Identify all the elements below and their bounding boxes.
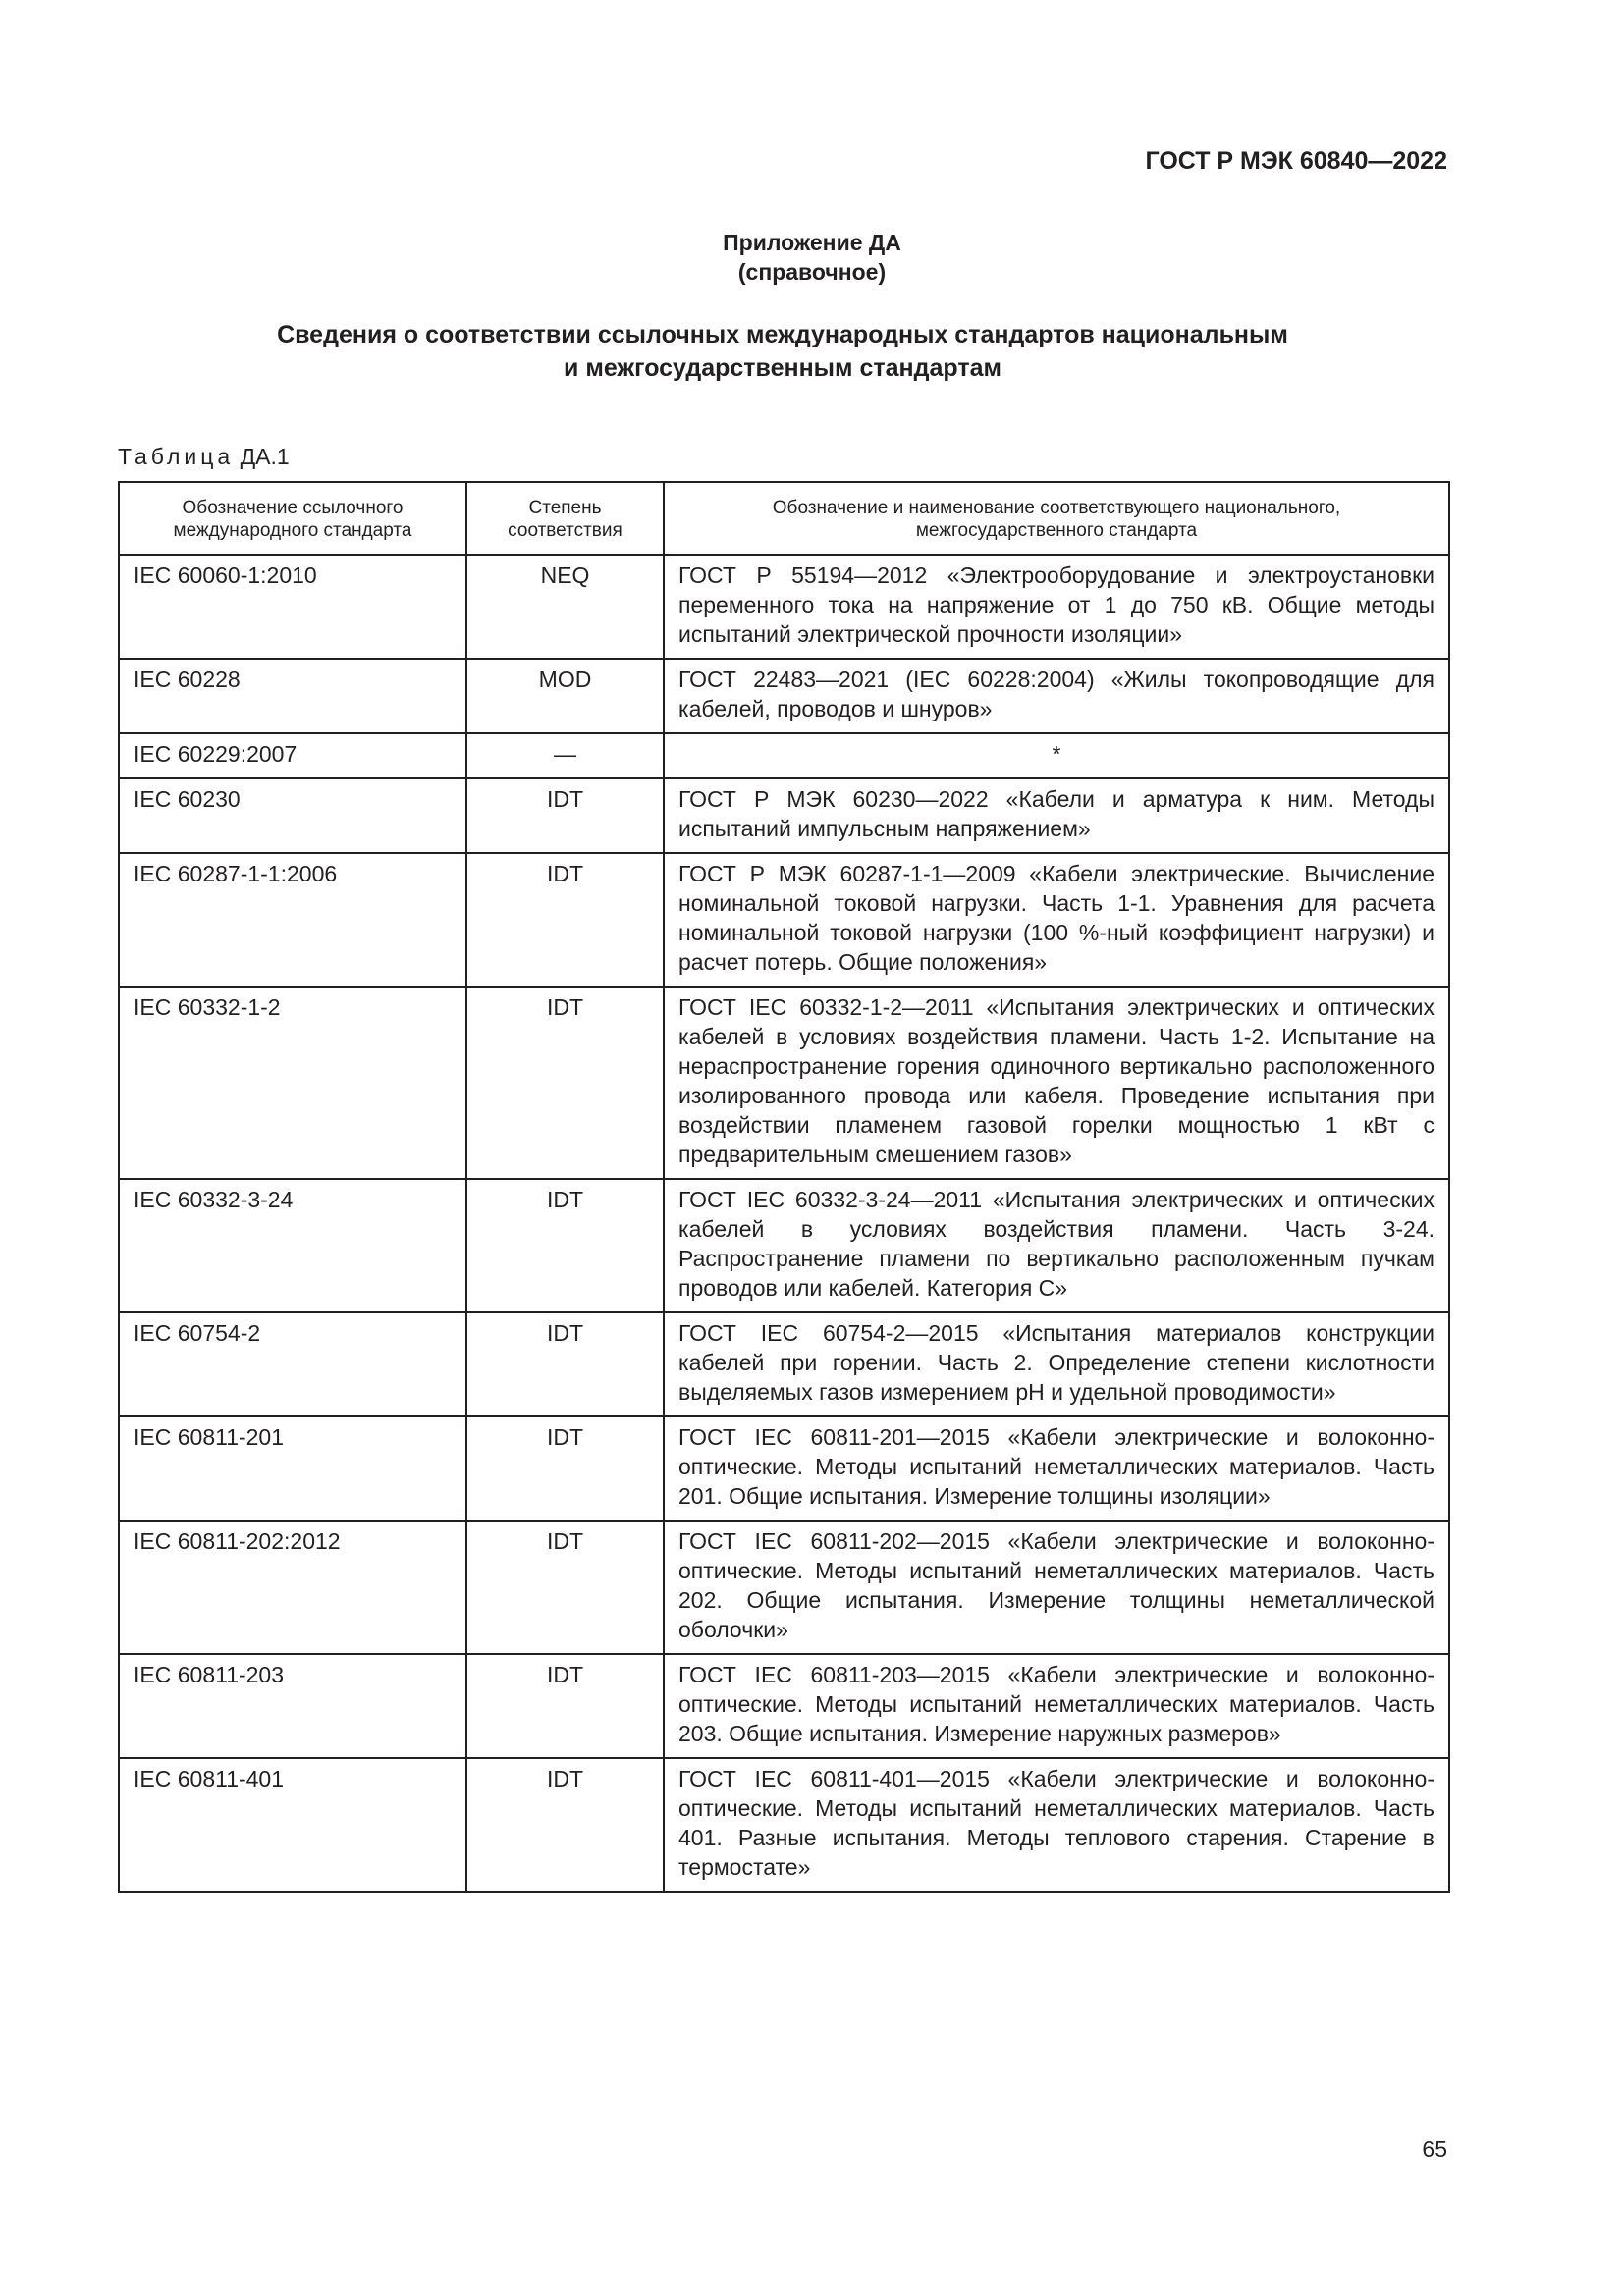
section-title	[118, 318, 1447, 385]
table-row	[119, 987, 1449, 1179]
cell-national: ГОСТ IEC 60811-401—2015 «Кабели электрические и волоконно-оптические. Методы испытаний неметаллических материалов. Часть 401. Разные испытания. Методы теплового старения. Старение в термостате»	[664, 1758, 1449, 1892]
table-row	[119, 555, 1449, 659]
cell-national: ГОСТ 22483—2021 (IEC 60228:2004) «Жилы токопроводящие для кабелей, проводов и шнуров»	[664, 659, 1449, 733]
cell-degree: IDT	[466, 1179, 664, 1312]
table-row	[119, 659, 1449, 733]
cell-degree: IDT	[466, 1312, 664, 1416]
cell-degree: —	[466, 733, 664, 778]
document-code: ГОСТ Р МЭК 60840—2022	[1145, 147, 1447, 175]
table-row	[119, 1521, 1449, 1654]
table-row	[119, 853, 1449, 987]
cell-national: ГОСТ IEC 60332-1-2—2011 «Испытания электрических и оптических кабелей в условиях воздействия пламени. Часть 1-2. Испытание на нераспространение горения одиночного вертикально расположенного изолированного провода или кабеля. Проведение испытания при воздействии пламенем газовой горелки мощностью 1 кВт с предварительным смешением газов»	[664, 987, 1449, 1179]
cell-national: ГОСТ IEC 60811-202—2015 «Кабели электрические и волоконно-оптические. Методы испытаний неметаллических материалов. Часть 202. Общие испытания. Измерение толщины неметаллической оболочки»	[664, 1521, 1449, 1654]
table-header-row	[119, 482, 1449, 555]
cell-degree: IDT	[466, 987, 664, 1179]
cell-national: ГОСТ Р 55194—2012 «Электрооборудование и электроустановки переменного тока на напряжение от 1 до 750 кВ. Общие методы испытаний электрической прочности изоляции»	[664, 555, 1449, 659]
cell-degree: IDT	[466, 853, 664, 987]
cell-degree: IDT	[466, 1758, 664, 1892]
appendix-heading	[0, 228, 1624, 287]
cell-national: ГОСТ IEC 60811-201—2015 «Кабели электрические и волоконно-оптические. Методы испытаний неметаллических материалов. Часть 201. Общие испытания. Измерение толщины изоляции»	[664, 1416, 1449, 1521]
cell-degree: IDT	[466, 1416, 664, 1521]
cell-international: IEC 60230	[119, 778, 466, 853]
header-international-standard: Обозначение ссылочного международного стандарта	[119, 482, 466, 555]
cell-national: ГОСТ IEC 60332-3-24—2011 «Испытания электрических и оптических кабелей в условиях воздействия пламени. Часть 3-24. Распространение пламени по вертикально расположенным пучкам проводов или кабелей. Категория C»	[664, 1179, 1449, 1312]
table-row	[119, 778, 1449, 853]
cell-international: IEC 60811-203	[119, 1654, 466, 1758]
table-row	[119, 1758, 1449, 1892]
cell-international: IEC 60332-1-2	[119, 987, 466, 1179]
cell-international: IEC 60754-2	[119, 1312, 466, 1416]
conformity-table	[118, 481, 1450, 1893]
table-row	[119, 733, 1449, 778]
cell-degree: MOD	[466, 659, 664, 733]
cell-national: ГОСТ Р МЭК 60230—2022 «Кабели и арматура к ним. Методы испытаний импульсным напряжением»	[664, 778, 1449, 853]
table-caption-number: ДА.1	[240, 444, 290, 469]
cell-degree: NEQ	[466, 555, 664, 659]
cell-degree: IDT	[466, 1654, 664, 1758]
section-title-line-2: и межгосударственным стандартам	[564, 354, 1001, 382]
table-row	[119, 1416, 1449, 1521]
section-title-line-1: Сведения о соответствии ссылочных международных стандартов национальным	[277, 321, 1288, 348]
appendix-status: (справочное)	[737, 259, 887, 285]
cell-national: *	[664, 733, 1449, 778]
cell-degree: IDT	[466, 1521, 664, 1654]
appendix-title: Приложение ДА	[723, 230, 901, 255]
table-row	[119, 1312, 1449, 1416]
table-row	[119, 1654, 1449, 1758]
cell-international: IEC 60228	[119, 659, 466, 733]
page-number: 65	[1422, 2136, 1447, 2162]
cell-degree: IDT	[466, 778, 664, 853]
header-national-standard: Обозначение и наименование соответствующего национального, межгосударственного стандарта	[664, 482, 1449, 555]
cell-national: ГОСТ IEC 60811-203—2015 «Кабели электрические и волоконно-оптические. Методы испытаний неметаллических материалов. Часть 203. Общие испытания. Измерение наружных размеров»	[664, 1654, 1449, 1758]
table-caption	[118, 444, 290, 470]
table-row	[119, 1179, 1449, 1312]
cell-international: IEC 60287-1-1:2006	[119, 853, 466, 987]
cell-international: IEC 60811-202:2012	[119, 1521, 466, 1654]
cell-international: IEC 60229:2007	[119, 733, 466, 778]
header-degree-of-conformity: Степень соответствия	[466, 482, 664, 555]
cell-international: IEC 60332-3-24	[119, 1179, 466, 1312]
cell-international: IEC 60811-401	[119, 1758, 466, 1892]
cell-national: ГОСТ IEC 60754-2—2015 «Испытания материалов конструкции кабелей при горении. Часть 2. Определение степени кислотности выделяемых газов измерением pH и удельной проводимости»	[664, 1312, 1449, 1416]
cell-national: ГОСТ Р МЭК 60287-1-1—2009 «Кабели электрические. Вычисление номинальной токовой нагрузки. Часть 1-1. Уравнения для расчета номинальной токовой нагрузки (100 %-ный коэффициент нагрузки) и расчет потерь. Общие положения»	[664, 853, 1449, 987]
cell-international: IEC 60060-1:2010	[119, 555, 466, 659]
cell-international: IEC 60811-201	[119, 1416, 466, 1521]
table-caption-word: Таблица	[118, 444, 235, 469]
